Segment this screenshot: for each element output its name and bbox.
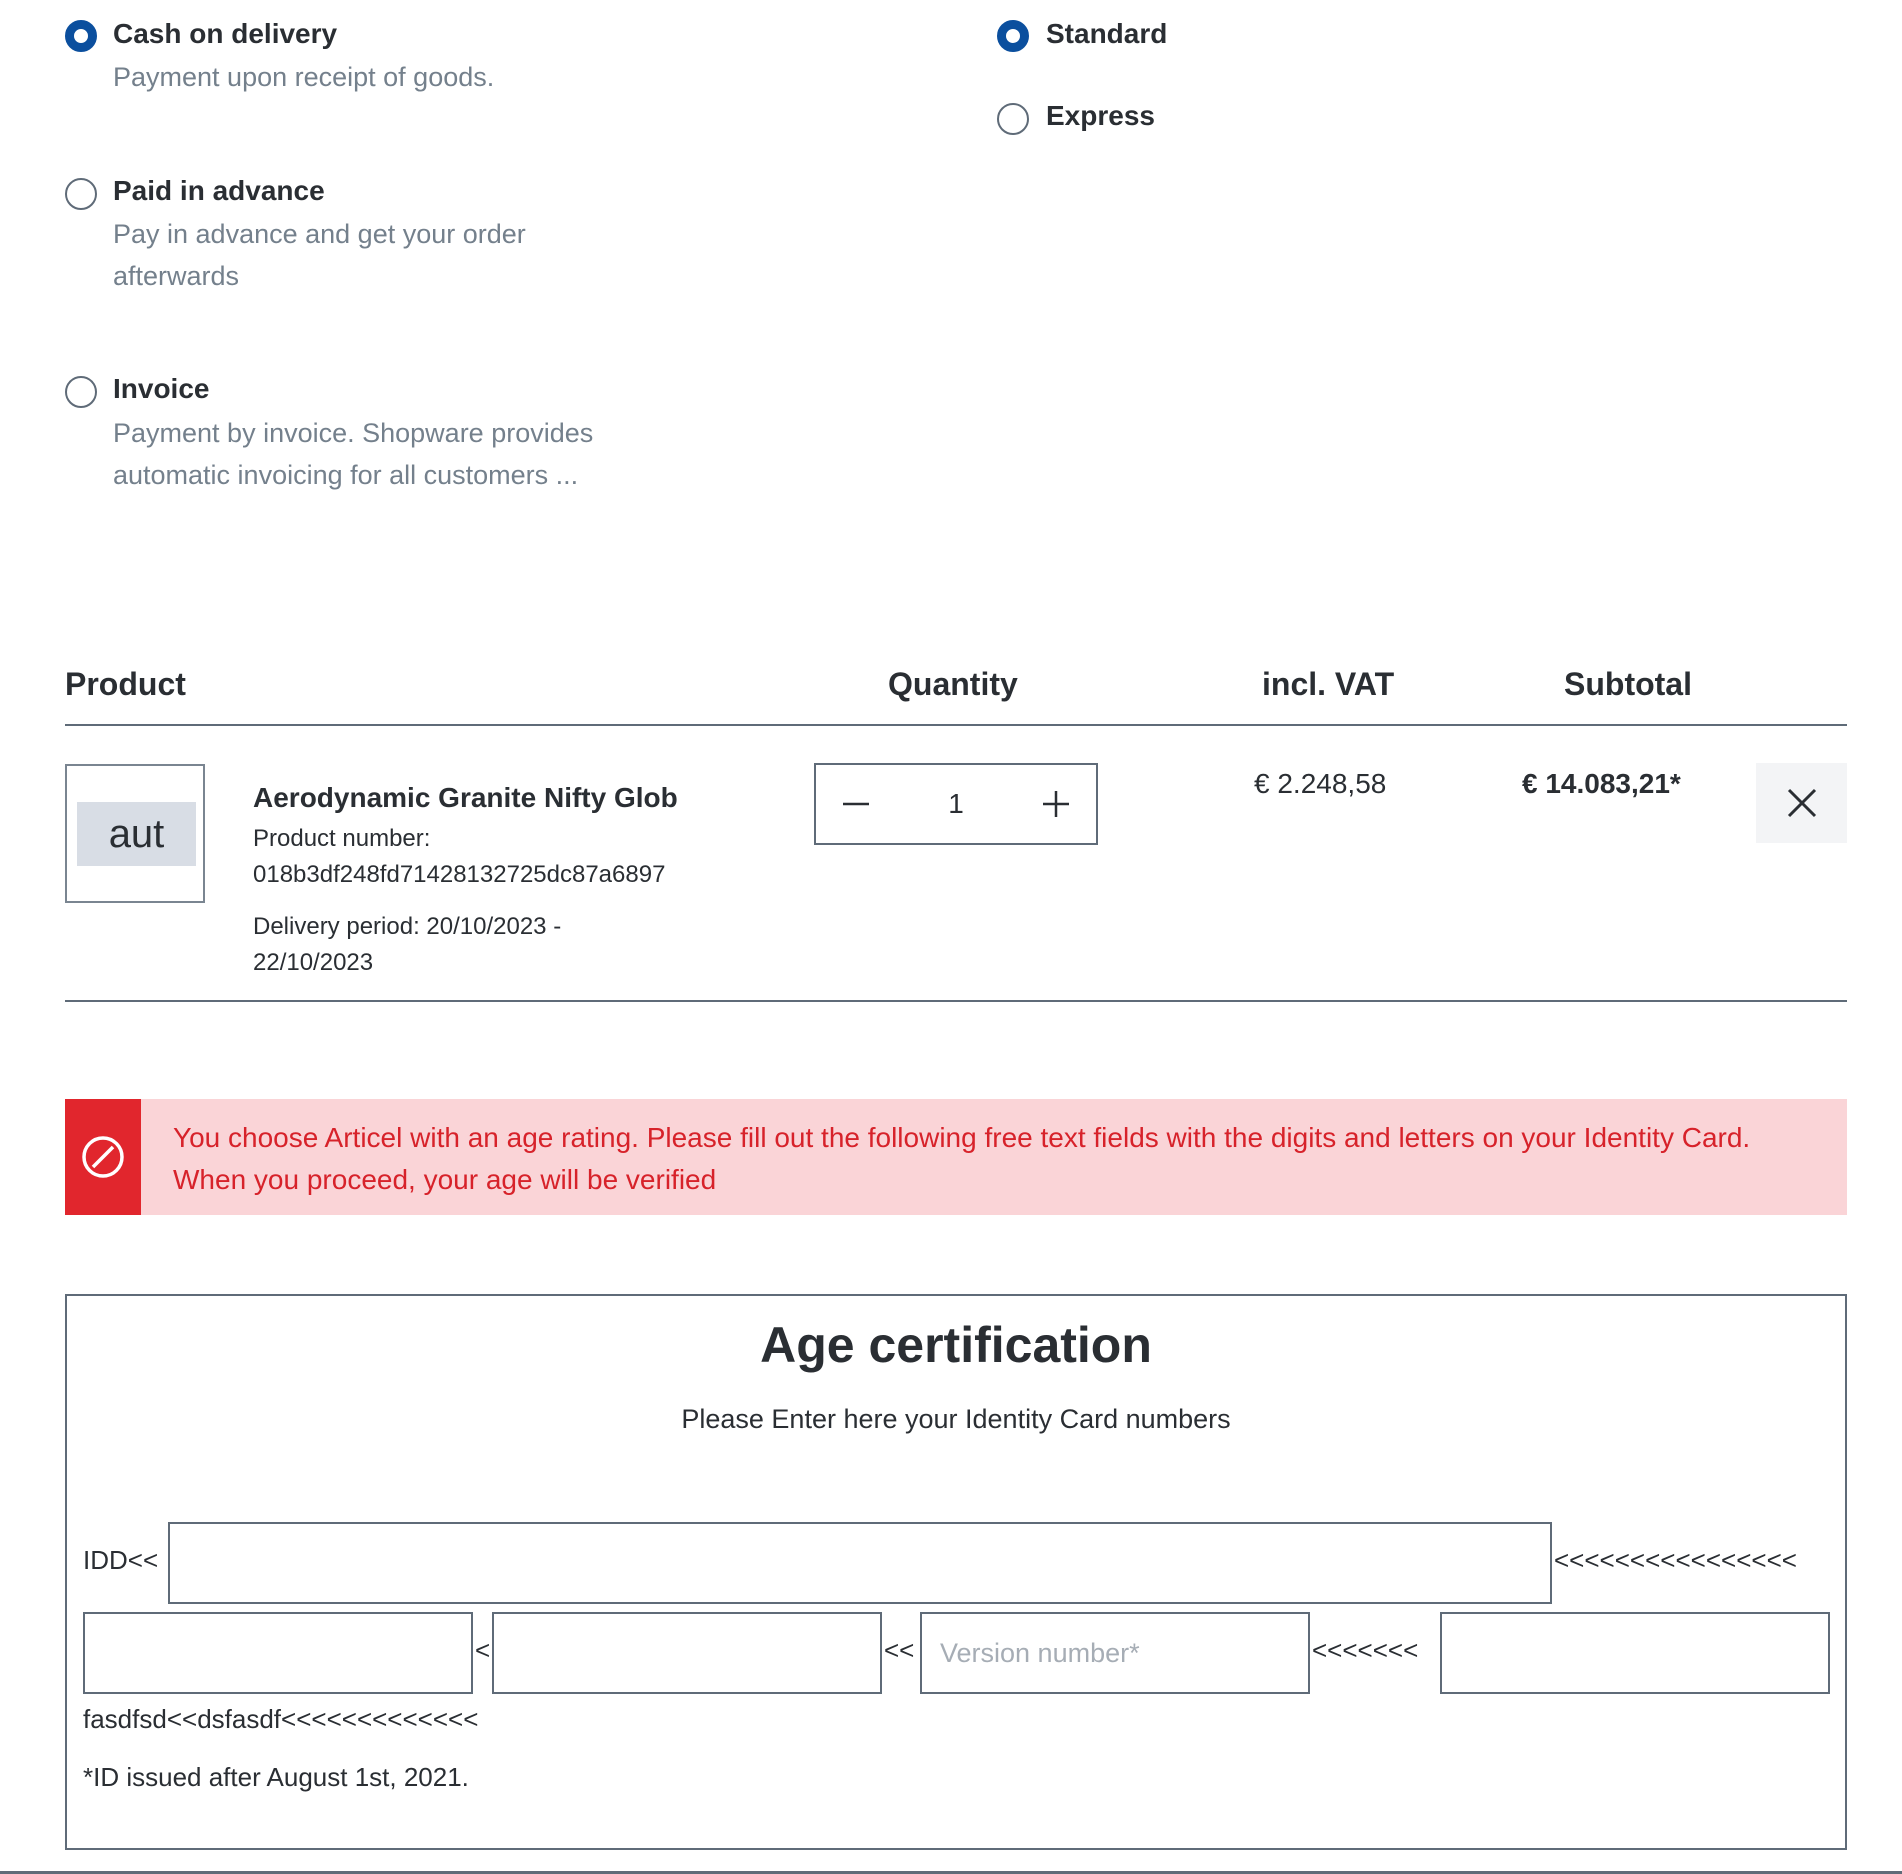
age-certification-panel (65, 1294, 1847, 1850)
column-header-vat: incl. VAT (1262, 666, 1395, 702)
payment-title: Paid in advance (113, 175, 325, 206)
increase-quantity-button[interactable] (1016, 765, 1096, 843)
payment-description: Pay in advance and get your order afterwards (113, 219, 526, 291)
product-thumbnail[interactable] (65, 764, 205, 903)
age-rating-alert (65, 1099, 1847, 1215)
id-card-checksum-field[interactable] (1440, 1612, 1830, 1694)
mrz-row1-suffix: <<<<<<<<<<<<<<<< (1554, 1545, 1797, 1575)
id-card-number-field[interactable] (83, 1612, 473, 1694)
quantity-stepper (814, 763, 1098, 845)
column-header-quantity: Quantity (888, 666, 1018, 702)
mrz-row1-prefix: IDD<< (83, 1545, 159, 1575)
product-number-label: Product number: (253, 825, 431, 852)
age-certification-title: Age certification (760, 1317, 1152, 1373)
id-card-row1-field[interactable] (168, 1522, 1552, 1604)
mrz-row3: fasdfsd<<dsfasdf<<<<<<<<<<<<< (83, 1704, 479, 1734)
shipping-title: Standard (1046, 18, 1168, 49)
thumbnail-placeholder-text: aut (77, 802, 196, 866)
mrz-separator-2: << (884, 1635, 915, 1665)
product-name[interactable]: Aerodynamic Granite Nifty Glob (253, 782, 678, 813)
plus-icon (1041, 789, 1071, 819)
radio-standard[interactable] (997, 20, 1029, 52)
payment-description: Payment upon receipt of goods. (113, 62, 495, 92)
version-number-field[interactable] (920, 1612, 1310, 1694)
radio-cash-on-delivery[interactable] (65, 20, 97, 52)
blocked-icon (80, 1134, 126, 1180)
quantity-value[interactable]: 1 (948, 788, 964, 819)
product-number: 018b3df248fd71428132725dc87a6897 (253, 861, 666, 888)
column-header-subtotal: Subtotal (1564, 666, 1692, 702)
age-certification-footnote: *ID issued after August 1st, 2021. (83, 1762, 469, 1792)
delivery-period: Delivery period: 20/10/2023 - (253, 913, 562, 940)
payment-title: Cash on delivery (113, 18, 338, 49)
alert-icon-container (65, 1099, 141, 1215)
column-header-product: Product (65, 666, 186, 702)
line-subtotal: € 14.083,21* (1522, 768, 1681, 799)
radio-invoice[interactable] (65, 376, 97, 408)
header-divider (65, 724, 1847, 726)
delivery-period-end: 22/10/2023 (253, 949, 374, 976)
close-icon (1786, 787, 1818, 819)
payment-title: Invoice (113, 373, 210, 404)
unit-price: € 2.248,58 (1254, 768, 1387, 799)
alert-message: You choose Articel with an age rating. Please fill out the following free text fields with the digits and letters on your Identity Card. When you proceed, your age will be verified (173, 1122, 1751, 1195)
item-divider (65, 1000, 1847, 1002)
shipping-title: Express (1046, 100, 1155, 131)
radio-paid-in-advance[interactable] (65, 178, 97, 210)
remove-item-button[interactable] (1756, 763, 1847, 843)
decrease-quantity-button[interactable] (816, 765, 896, 843)
mrz-separator-1: < (475, 1635, 491, 1665)
minus-icon (841, 789, 871, 819)
radio-express[interactable] (997, 103, 1029, 135)
mrz-separator-3: <<<<<<< (1312, 1635, 1419, 1665)
payment-description: Payment by invoice. Shopware provides automatic invoicing for all customers ... (113, 418, 594, 490)
id-card-birthdate-field[interactable] (492, 1612, 882, 1694)
age-certification-subtitle: Please Enter here your Identity Card numbers (681, 1404, 1231, 1434)
